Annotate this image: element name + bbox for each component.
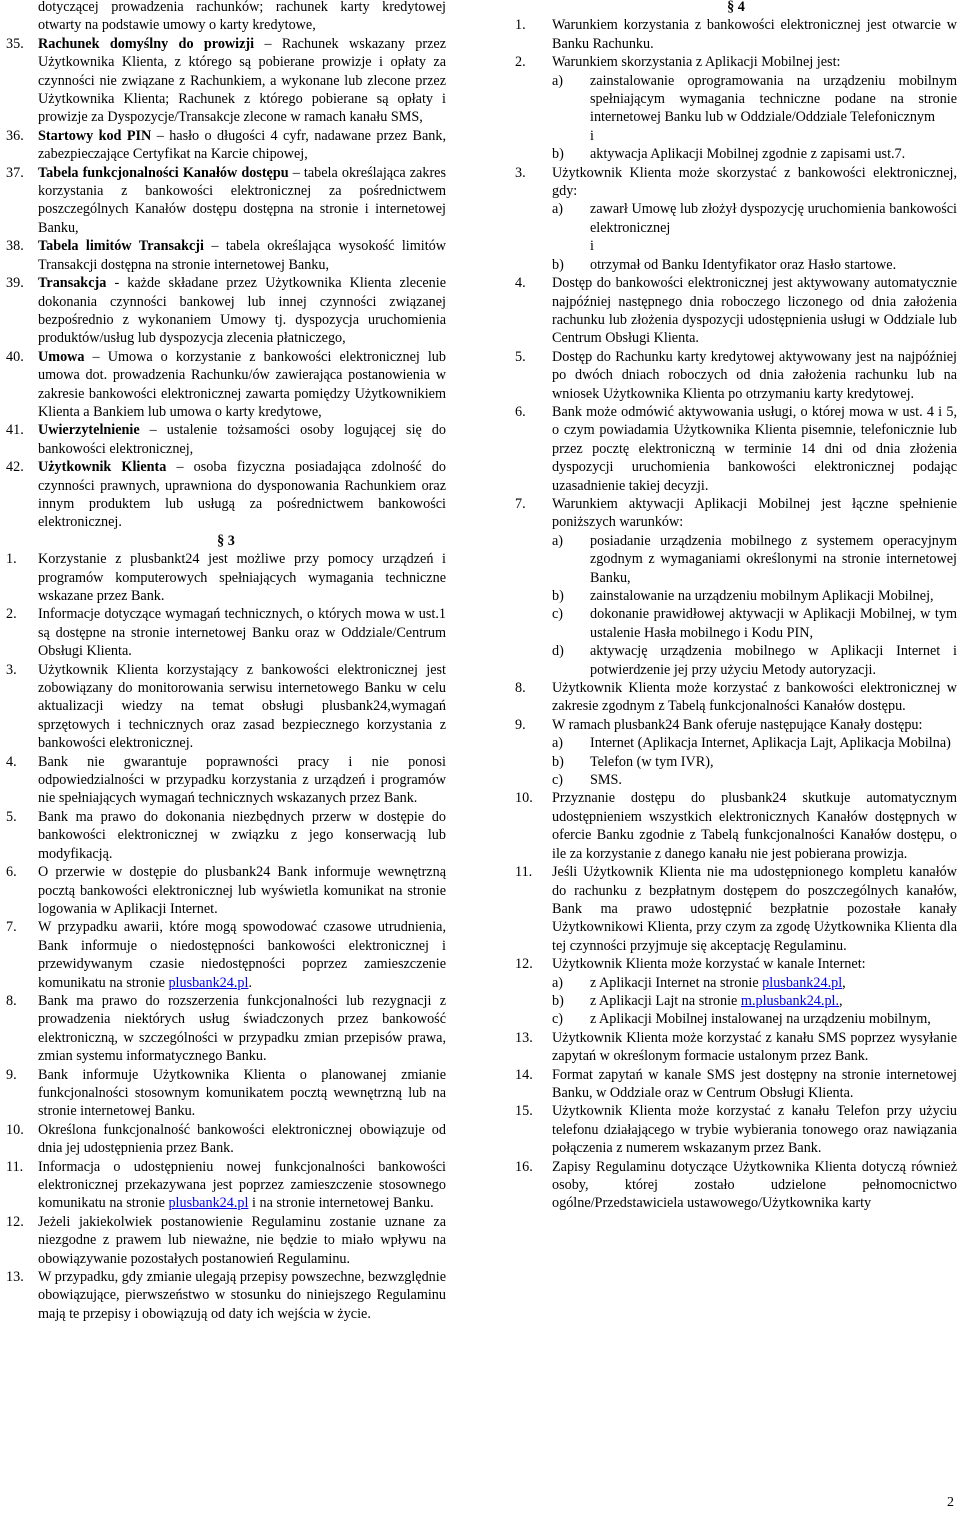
sub-item: a) z Aplikacji Internet na stronie plusbank24.pl, bbox=[552, 974, 846, 991]
item-text bbox=[38, 1121, 446, 1158]
paragraph-text: Warunkiem aktywacji Aplikacji Mobilnej jest łączne spełnienie poniższych warunków: bbox=[552, 495, 957, 531]
section-3-item bbox=[6, 1158, 446, 1213]
definition-item bbox=[6, 458, 446, 532]
definition-term: Transakcja bbox=[38, 275, 107, 292]
paragraph-9: 9. W ramach plusbank24 Bank oferuje następujące Kanały dostępu: a) Internet (Aplikacja Internet, Aplikacja Lajt, Aplikacja Mobilna) b) Telefon (w tym IVR), c) SMS. bbox=[515, 716, 957, 790]
item-number: 12. bbox=[6, 1213, 24, 1230]
item-text bbox=[38, 753, 446, 808]
definitions-list bbox=[6, 35, 446, 532]
sub-item bbox=[552, 771, 957, 789]
definition-text bbox=[38, 348, 446, 422]
sub-item-letter: d) bbox=[552, 643, 564, 660]
item-body: Bank nie gwarantuje poprawności pracy i nie ponosi odpowiedzialności w przypadku korzystania z urządzeń i programów nie spełniających wymagań technicznych wskazanych przez Bank. bbox=[38, 753, 446, 807]
definition-body: – ustalenie tożsamości osoby logującej się do bankowości elektronicznej, bbox=[38, 422, 446, 457]
sub-item: a) zawarł Umowę lub złożył dyspozycję uruchomienia bankowości elektronicznej bbox=[552, 201, 957, 236]
continuation-text: dotyczącej prowadzenia rachunków; rachunek karty kredytowej otwarty na podstawie umowy o karty kredytowe, bbox=[38, 0, 446, 34]
definition-item bbox=[6, 421, 446, 458]
item-body: Bank ma prawo do rozszerzenia funkcjonalności lub rezygnacji z prowadzenia niektórych usług świadczonych przez bankowość elektroniczną, w szczególności w przypadku zmian przepisów prawa, zmian systemu informatycznego Banku. bbox=[38, 992, 446, 1065]
paragraph-number: 2. bbox=[515, 54, 526, 71]
sub-item-text: posiadanie urządzenia mobilnego z systemem operacyjnym zgodnym z wymaganiami określonymi na stronie internetowej Banku, bbox=[590, 532, 957, 586]
paragraph-15: 15. Użytkownik Klienta może korzystać z kanału Telefon przy użyciu telefonu działającego w trybie wybierania tonowego oraz nawiązania połączenia z numerem wskazanym przez Bank. bbox=[515, 1103, 957, 1157]
section-4-heading: § 4 bbox=[727, 0, 745, 15]
definition-text bbox=[38, 237, 446, 274]
item-text bbox=[38, 661, 446, 753]
definition-number: 42. bbox=[6, 459, 24, 476]
definition-item bbox=[6, 127, 446, 164]
sub-item-text: aktywację urządzenia mobilnego w Aplikacji Internet i potwierdzenie jej przy użyciu Metody autoryzacji. bbox=[590, 643, 957, 678]
item-body: Określona funkcjonalność bankowości elektronicznej obowiązuje od dnia jej udostępnienia przez Bank. bbox=[38, 1121, 446, 1157]
page-number: 2 bbox=[947, 1495, 954, 1510]
sub-item-text: Telefon (w tym IVR), bbox=[590, 753, 714, 770]
sub-item: b) z Aplikacji Lajt na stronie m.plusbank24.pl., bbox=[552, 992, 843, 1009]
definition-body: – tabela określająca wysokość limitów Transakcji dostępna na stronie internetowej Banku, bbox=[38, 238, 446, 273]
sub-item-letter: c) bbox=[552, 606, 564, 623]
sub-item-text: Internet (Aplikacja Internet, Aplikacja Lajt, Aplikacja Mobilna) bbox=[590, 735, 951, 752]
sub-item: b) otrzymał od Banku Identyfikator oraz Hasło startowe. bbox=[552, 256, 897, 273]
section-3-item bbox=[6, 1121, 446, 1158]
item-body: Jeżeli jakiekolwiek postanowienie Regulaminu zostanie uznane za niezgodne z prawem lub nieważne, nie będzie to miało wpływu na obowiązywanie pozostałych postanowień Regulaminu. bbox=[38, 1213, 446, 1267]
definition-body: – Umowa o korzystanie z bankowości elektronicznej lub umowa dot. prowadzenia Rachunku/ów zawierająca postanowienia w zakresie bankowości elektronicznej zawarta pomiędzy Użytkownikiem Klienta a Bankiem lub umowa o karty kredytowe, bbox=[38, 348, 446, 420]
sub-item-letter: a) bbox=[552, 735, 564, 752]
definition-item bbox=[6, 164, 446, 238]
sub-item-letter: b) bbox=[552, 753, 564, 770]
paragraph-text: Użytkownik Klienta może korzystać z kanału SMS poprzez wysyłanie zapytań w określonym formacie ustalonym przez Bank. bbox=[552, 1029, 957, 1065]
item-number: 13. bbox=[6, 1269, 24, 1286]
paragraph-text: Użytkownik Klienta może korzystać z kanału Telefon przy użyciu telefonu działającego w trybie wybierania tonowego oraz nawiązania połączenia z numerem wskazanym przez Bank. bbox=[552, 1103, 957, 1157]
paragraph-1 bbox=[515, 16, 957, 53]
definition-number: 38. bbox=[6, 238, 24, 255]
definition-body: – osoba fizyczna posiadająca zdolność do czynności prawnych, uprawniona do dysponowania Rachunkiem oraz innym produktem lub usługą za pośrednictwem bankowości elektronicznej. bbox=[38, 459, 446, 531]
paragraph-4: 4. Dostęp do bankowości elektronicznej jest aktywowany automatycznie najpóźniej następnego dnia roboczego liczonego od dnia założenia rachunku lub złożenia dyspozycji udostępnienia usługi w Oddziale lub Centrum Obsługi Klienta. bbox=[515, 275, 957, 347]
paragraph-5: 5. Dostęp do Rachunku karty kredytowej aktywowany jest na najpóźniej po dwóch dniach roboczych od dnia założenia rachunku lub na wniosek Użytkownika Klienta po otrzymaniu karty kredytowej. bbox=[515, 348, 957, 402]
paragraph-text: W ramach plusbank24 Bank oferuje następujące Kanały dostępu: bbox=[552, 716, 923, 733]
paragraph-text: Format zapytań w kanale SMS jest dostępny na stronie internetowej Banku, w Oddziale oraz w Centrum Obsługi Klienta. bbox=[552, 1066, 957, 1101]
section-3-list bbox=[6, 550, 446, 1323]
item-text bbox=[38, 1268, 446, 1323]
paragraph-12: 12. Użytkownik Klienta może korzystać w kanale Internet: a) z Aplikacji Internet na stronie plusbank24.pl, b) z Aplikacji Lajt na stronie m.plusbank24.pl., c) z Aplikacji Mobilnej instalowanej na urządzeniu mobilnym, bbox=[515, 955, 957, 1029]
item-text bbox=[38, 808, 446, 863]
definition-term: Umowa bbox=[38, 348, 85, 365]
definition-term: Użytkownik Klienta bbox=[38, 459, 167, 476]
section-3-item bbox=[6, 1268, 446, 1323]
sub-item: a) zainstalowanie oprogramowania na urządzeniu mobilnym spełniającym wymagania techniczne podane na stronie internetowej Banku lub w Oddziale/Oddziale Telefonicznym bbox=[552, 72, 957, 126]
item-text bbox=[38, 605, 446, 660]
paragraph-number: 3. bbox=[515, 164, 526, 181]
definition-number: 41. bbox=[6, 422, 24, 439]
paragraph-text: Warunkiem korzystania z bankowości elektronicznej jest otwarcie w Banku Rachunku. bbox=[552, 17, 957, 52]
paragraph-10: 10. Przyznanie dostępu do plusbank24 skutkuje automatycznym udostępnieniem wszystkich elektronicznych Kanałów dostępnych w ofercie Banku zgodnie z Tabelą funkcjonalności Kanałów dostępu, o ile za korzystanie z danego kanału nie jest pobierana prowizja. bbox=[515, 790, 957, 862]
section-3-item bbox=[6, 1213, 446, 1268]
definition-item bbox=[6, 274, 446, 348]
section-3-item bbox=[6, 992, 446, 1066]
paragraph-13: 13. Użytkownik Klienta może korzystać z kanału SMS poprzez wysyłanie zapytań w określonym formacie ustalonym przez Bank. bbox=[515, 1029, 957, 1065]
definition-body: – hasło o długości 4 cyfr, nadawane przez Bank, zabezpieczające Certyfikat na Karcie chipowej, bbox=[38, 127, 446, 163]
paragraph-text: Przyznanie dostępu do plusbank24 skutkuje automatycznym udostępnieniem wszystkich elektronicznych Kanałów dostępnych w ofercie Banku zgodnie z Tabelą funkcjonalności Kanałów dostępu, o ile za korzystanie z danego kanału nie jest pobierana prowizja. bbox=[552, 790, 957, 862]
paragraph-text: Bank może odmówić aktywowania usługi, o której mowa w ust. 4 i 5, o czym powiadamia Użytkownika Klienta pisemnie, telefonicznie lub przez pocztę elektroniczną w terminie 14 dni od dnia złożenia dyspozycji uruchomienia bankowości elektronicznej podając uzasadnienie takiej decyzji. bbox=[552, 403, 957, 494]
definition-body: – tabela określająca zakres korzystania z bankowości elektronicznej za pośrednictwem poszczególnych Kanałów dostępu dostępna na stronie i internetowej Banku, bbox=[38, 164, 446, 236]
definition-body: - każde składane przez Użytkownika Klienta zlecenie dokonania czynności bankowej lub innej czynności związanej bezpośrednio z wykonaniem Umowy tj. dyspozycja uruchomienia produktów/usług lub dyspozycja zlecenia płatniczego, bbox=[38, 275, 446, 347]
definition-term: Rachunek domyślny do prowizji bbox=[38, 35, 255, 52]
definition-number: 35. bbox=[6, 35, 24, 52]
item-number: 5. bbox=[6, 808, 17, 825]
sub-item bbox=[552, 605, 957, 642]
item-text bbox=[38, 1066, 446, 1121]
definition-item bbox=[6, 348, 446, 422]
definition-body: – Rachunek wskazany przez Użytkownika Klienta, z którego są pobierane prowizje i opłaty za czynności nie związane z Rachunkiem, a wykonane lub zlecone przez Użytkownika Klienta; Rachunek z którego pobierane są opłaty i prowizje za Dyspozycje/Transakcje zlecone w ramach kanału SMS, bbox=[38, 35, 446, 126]
paragraph-text: Dostęp do bankowości elektronicznej jest aktywowany automatycznie najpóźniej następnego dnia roboczego liczonego od dnia założenia rachunku lub złożenia dyspozycji udostępnienia usługi w Oddziale lub Centrum Obsługi Klienta. bbox=[552, 275, 957, 347]
sub-item bbox=[552, 532, 957, 587]
sub-item-letter: b) bbox=[552, 588, 564, 604]
item-body: Bank ma prawo do dokonania niezbędnych przerw w dostępie do bankowości elektronicznej w związku z jego konserwacją lub modyfikacją. bbox=[38, 808, 446, 862]
definition-term: Startowy kod PIN bbox=[38, 127, 152, 144]
item-body: Korzystanie z plusbankt24 jest możliwe przy pomocy urządzeń i programów komputerowych spełniających wymagania techniczne wskazane przez Bank. bbox=[38, 551, 446, 604]
sub-item-letter: c) bbox=[552, 772, 564, 789]
item-text bbox=[38, 550, 446, 605]
sub-item-text: zainstalowanie na urządzeniu mobilnym Aplikacji Mobilnej, bbox=[590, 588, 934, 604]
paragraph-11: 11. Jeśli Użytkownik Klienta nie ma udostępnionego kompletu kanałów do rachunku z bezpłatnym dostępem do poszczególnych kanałów, Bank ma prawo udostępnić bezpłatnie pozostałe kanały Użytkownikowi Klienta, przy czym za zgodę Użytkownika Klienta dla tej czynności przyjmuje się akceptację Regulaminu. bbox=[515, 864, 957, 954]
paragraph-text: Użytkownik Klienta może skorzystać z bankowości elektronicznej, gdy: bbox=[552, 164, 957, 200]
sub-item bbox=[552, 753, 957, 771]
definition-number: 40. bbox=[6, 348, 24, 365]
definition-text bbox=[38, 35, 446, 127]
item-number: 7. bbox=[6, 919, 17, 936]
section-3-item bbox=[6, 550, 446, 605]
plusbank24-link[interactable]: plusbank24.pl bbox=[762, 974, 843, 991]
section-3-item bbox=[6, 863, 446, 918]
item-number: 4. bbox=[6, 753, 17, 770]
definition-text bbox=[38, 164, 446, 238]
sub-item-text: dokonanie prawidłowej aktywacji w Aplikacji Mobilnej, w tym ustalenie Hasła mobilnego i Kodu PIN, bbox=[590, 606, 957, 641]
section-3-heading: § 3 bbox=[217, 532, 235, 549]
definition-number: 39. bbox=[6, 275, 24, 292]
paragraph-6: 6. Bank może odmówić aktywowania usługi, o której mowa w ust. 4 i 5, o czym powiadamia Użytkownika Klienta pisemnie, telefonicznie lub przez pocztę elektroniczną w terminie 14 dni od dnia złożenia dyspozycji uruchomienia bankowości elektronicznej podając uzasadnienie takiej decyzji. bbox=[515, 403, 957, 494]
m-plusbank24-link[interactable]: m.plusbank24.pl. bbox=[740, 992, 840, 1009]
definition-text bbox=[38, 274, 446, 348]
item-body: Użytkownik Klienta korzystający z bankowości elektronicznej jest zobowiązany do monitorowania serwisu internetowego Banku w celu aktualizacji wiedzy na temat obsługi plusbank24,wymagań sprzętowych i technicznych oraz zasad bezpiecznego korzystania z bankowości elektronicznej. bbox=[38, 661, 446, 752]
left-column bbox=[6, 0, 446, 1323]
definition-term: Uwierzytelnienie bbox=[38, 422, 140, 439]
sub-item bbox=[552, 734, 957, 752]
item-body: W przypadku, gdy zmianie ulegają przepisy powszechne, bezwzględnie obowiązujące, pierwszeństwo w stosunku do niniejszego Regulaminu mają te przepisy i obowiązują od daty ich wejścia w życie. bbox=[38, 1269, 446, 1322]
item-body: Informacja o udostępnieniu nowej funkcjonalności bankowości elektronicznej przekazywana jest poprzez zamieszczenie stosownego komunikatu na stronie bbox=[38, 1158, 446, 1212]
definition-term: Tabela limitów Transakcji bbox=[38, 238, 204, 255]
sub-item: c) z Aplikacji Mobilnej instalowanej na urządzeniu mobilnym, bbox=[552, 1011, 931, 1028]
section-3-item bbox=[6, 1066, 446, 1121]
item-text bbox=[38, 992, 446, 1066]
sub-item bbox=[552, 642, 957, 679]
connector-text: i bbox=[590, 238, 594, 255]
paragraph-7: 7. Warunkiem aktywacji Aplikacji Mobilnej jest łączne spełnienie poniższych warunków: a) posiadanie urządzenia mobilnego z systemem operacyjnym zgodnym z wymaganiami określonymi na stronie internetowej Banku, b) zainstalowanie na urządzeniu mobilnym Aplikacji Mobilnej, c) dokonanie prawidłowej aktywacji w Aplikacji Mobilnej, w tym ustalenie Hasła mobilnego i Kodu PIN, d) aktywację urządzenia mobilnego w Aplikacji Internet i potwierdzenie jej przy użyciu Metody autoryzacji. bbox=[515, 495, 957, 678]
paragraph-14: 14. Format zapytań w kanale SMS jest dostępny na stronie internetowej Banku, w Oddziale oraz w Centrum Obsługi Klienta. bbox=[515, 1066, 957, 1101]
definition-text bbox=[38, 127, 446, 164]
section-3-item bbox=[6, 808, 446, 863]
right-column bbox=[515, 0, 957, 1213]
item-text bbox=[38, 1158, 446, 1213]
connector-text: i bbox=[590, 127, 594, 144]
item-body: O przerwie w dostępie do plusbank24 Bank informuje wewnętrzną pocztą bankowości elektronicznej lub wyświetla komunikat na stronie logowania w Aplikacji Internet. bbox=[38, 864, 446, 917]
definition-item bbox=[6, 35, 446, 127]
paragraph-text: Dostęp do Rachunku karty kredytowej aktywowany jest na najpóźniej po dwóch dniach roboczych od dnia założenia rachunku lub na wniosek Użytkownika Klienta po otrzymaniu karty kredytowej. bbox=[552, 348, 957, 402]
paragraph-number: 1. bbox=[515, 17, 526, 34]
paragraph-text: Zapisy Regulaminu dotyczące Użytkownika Klienta dotyczą również osoby, której zostało udzielone pełnomocnictwo ogólne/Przedstawiciela ustawowego/Użytkownika karty bbox=[552, 1158, 957, 1212]
item-number: 9. bbox=[6, 1066, 17, 1083]
paragraph-3 bbox=[515, 164, 957, 274]
item-number: 1. bbox=[6, 551, 17, 568]
item-text bbox=[38, 918, 446, 992]
definition-number: 37. bbox=[6, 164, 24, 181]
section-3-item bbox=[6, 918, 446, 992]
item-text bbox=[38, 1213, 446, 1268]
sub-item: b) aktywacja Aplikacji Mobilnej zgodnie z zapisami ust.7. bbox=[552, 146, 906, 163]
item-text bbox=[38, 863, 446, 918]
item-body-tail: i na stronie internetowej Banku. bbox=[248, 1195, 434, 1212]
definition-item bbox=[6, 237, 446, 274]
definition-term: Tabela funkcjonalności Kanałów dostępu bbox=[38, 164, 289, 181]
paragraph-2 bbox=[515, 53, 957, 163]
paragraph-text: Warunkiem skorzystania z Aplikacji Mobilnej jest: bbox=[552, 54, 841, 71]
section-3-item bbox=[6, 605, 446, 660]
section-3-item bbox=[6, 753, 446, 808]
paragraph-8: 8. Użytkownik Klienta może korzystać z bankowości elektronicznej w zakresie zgodnym z Tabelą funkcjonalności Kanałów dostępu. bbox=[515, 680, 957, 715]
definition-number: 36. bbox=[6, 127, 24, 144]
item-body-tail: . bbox=[248, 974, 252, 991]
paragraph-text: Jeśli Użytkownik Klienta nie ma udostępnionego kompletu kanałów do rachunku z bezpłatnym dostępem do poszczególnych kanałów, Bank ma prawo udostępnić bezpłatnie pozostałe kanały Użytkownikowi Klienta, przy czym za zgodę Użytkownika Klienta dla tej czynności przyjmuje się akceptację Regulaminu. bbox=[552, 864, 957, 954]
paragraph-text: Użytkownik Klienta może korzystać z bankowości elektronicznej w zakresie zgodnym z Tabelą funkcjonalności Kanałów dostępu. bbox=[552, 680, 957, 715]
definition-text bbox=[38, 458, 446, 532]
item-number: 11. bbox=[6, 1158, 24, 1175]
sub-item-text: SMS. bbox=[590, 772, 622, 789]
plusbank24-link[interactable]: plusbank24.pl bbox=[168, 1195, 249, 1212]
section-3-item bbox=[6, 661, 446, 753]
item-body: Informacje dotyczące wymagań technicznych, o których mowa w ust.1 są dostępne na stronie internetowej Banku oraz w Oddziale/Centrum Obsługi Klienta. bbox=[38, 606, 446, 660]
sub-item bbox=[552, 587, 957, 605]
item-number: 3. bbox=[6, 661, 17, 678]
item-number: 2. bbox=[6, 606, 17, 623]
item-body: Bank informuje Użytkownika Klienta o planowanej zmianie funkcjonalności stosownym komunikatem pocztą wewnętrzną lub na stronie internetowej Banku. bbox=[38, 1066, 446, 1120]
paragraph-text: Użytkownik Klienta może korzystać w kanale Internet: bbox=[552, 956, 866, 973]
paragraph-16: 16. Zapisy Regulaminu dotyczące Użytkownika Klienta dotyczą również osoby, której zostało udzielone pełnomocnictwo ogólne/Przedstawiciela ustawowego/Użytkownika karty bbox=[515, 1158, 957, 1212]
item-number: 8. bbox=[6, 992, 17, 1009]
item-number: 10. bbox=[6, 1121, 24, 1138]
sub-item-letter: a) bbox=[552, 532, 564, 549]
item-number: 6. bbox=[6, 864, 17, 881]
plusbank24-link[interactable]: plusbank24.pl bbox=[168, 974, 249, 991]
definition-text bbox=[38, 421, 446, 458]
item-body: W przypadku awarii, które mogą spowodować czasowe utrudnienia, Bank informuje o niedostępności bankowości elektronicznej i przewidywanym czasie niedostępności poprzez zamieszczenie komunikatu na stronie bbox=[38, 919, 446, 991]
